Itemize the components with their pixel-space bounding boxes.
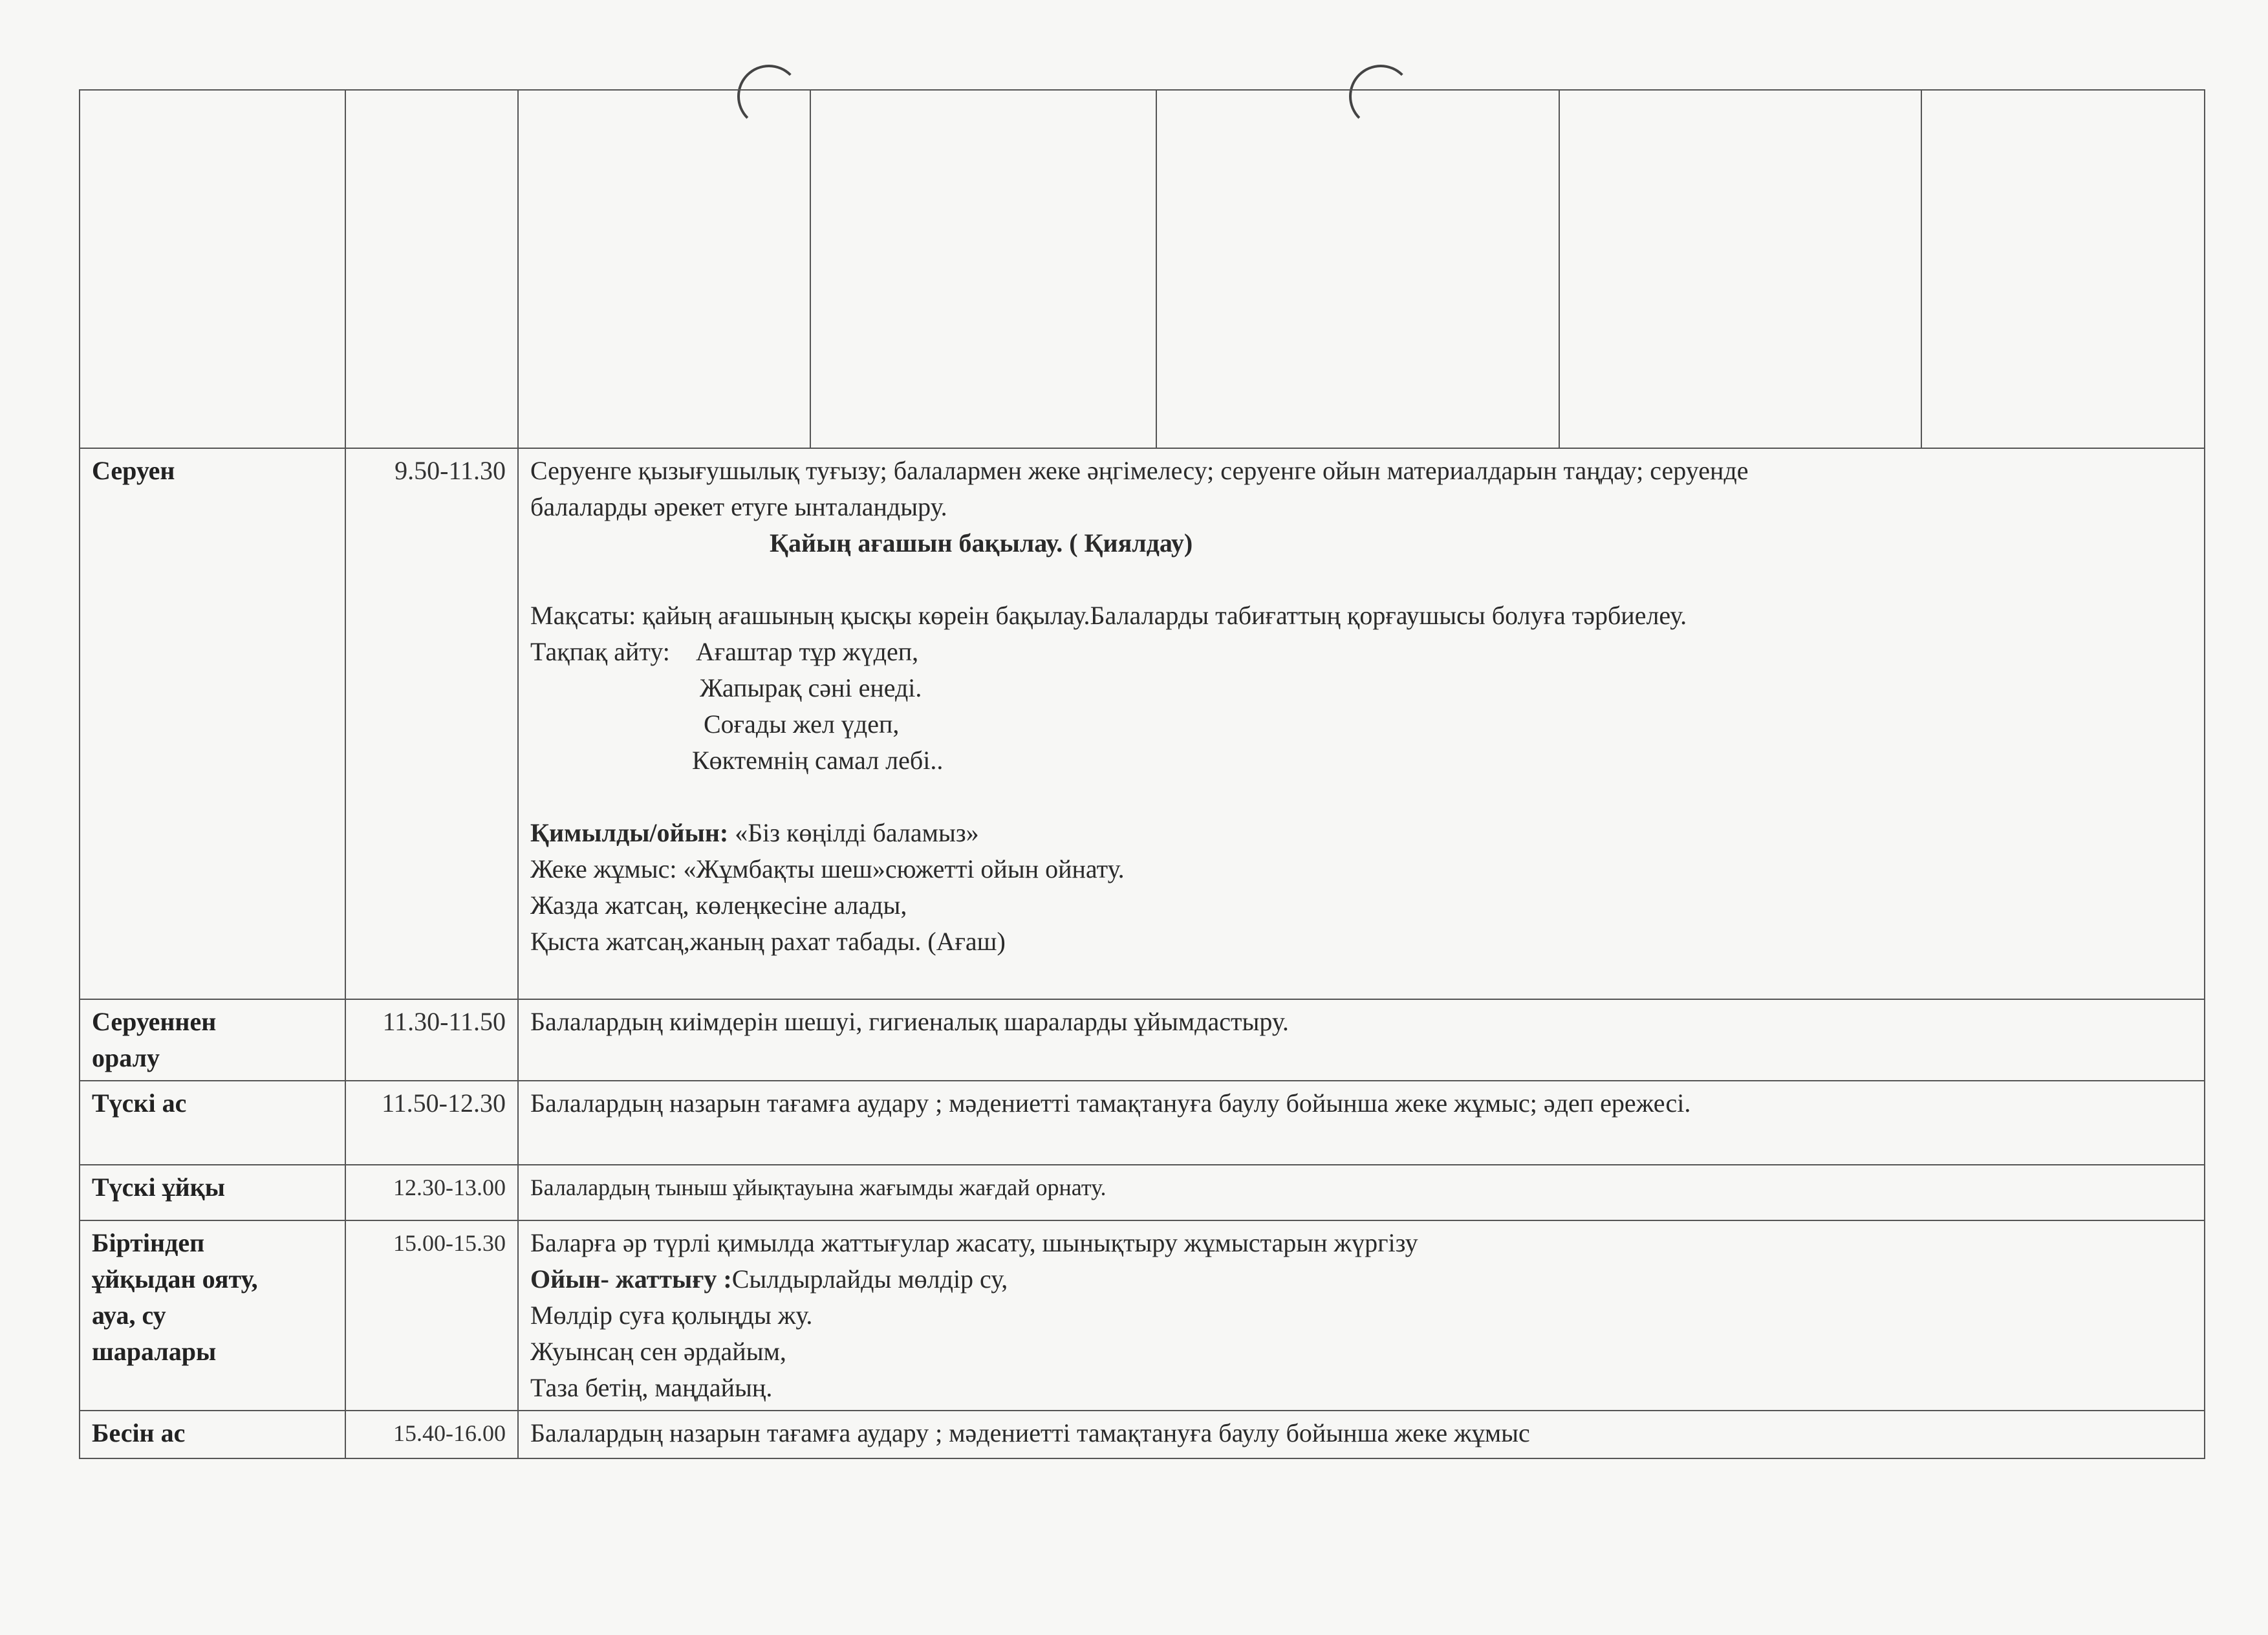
activity-time: 15.40-16.00 <box>345 1411 518 1458</box>
table-row-return <box>80 999 2205 1081</box>
table-row-wake <box>80 1220 2205 1411</box>
game-line <box>530 1261 2192 1297</box>
poem-line: Мөлдір суға қолыңды жу. <box>530 1301 813 1330</box>
poem-line: Таза бетің, маңдайың. <box>530 1373 773 1402</box>
poem-line: Жуынсаң сен әрдайым, <box>530 1337 786 1366</box>
table-row-snack <box>80 1411 2205 1458</box>
riddle-line: Жазда жатсаң, көлеңкесіне алады, <box>530 891 907 920</box>
table-cell <box>345 90 518 448</box>
poem-line: Жапырақ сәні енеді. <box>700 673 922 702</box>
activity-description: Балалардың тыныш ұйықтауына жағымды жағдай орнату. <box>518 1165 2205 1220</box>
table-row-empty-top <box>80 90 2205 448</box>
table-cell <box>1156 90 1559 448</box>
activity-name: Серуен <box>80 448 345 999</box>
activity-name: Біртіндеп ұйқыдан ояту, ауа, су шаралары <box>80 1220 345 1411</box>
schedule-table <box>79 89 2205 1459</box>
description-line: балаларды әрекет етуге ынталандыру. <box>530 492 947 521</box>
game-line <box>530 815 2192 851</box>
description-line: Серуенге қызығушылық туғызу; балалармен жеке әңгімелесу; серуенге ойын материалдарын таңдау; серуенде <box>530 456 1749 485</box>
table-row-seruen <box>80 448 2205 999</box>
activity-description <box>518 448 2205 999</box>
poem-text: Ағаштар тұр жүдеп, <box>695 637 919 666</box>
activity-name: Түскі ас <box>80 1081 345 1165</box>
activity-time: 11.30-11.50 <box>345 999 518 1081</box>
table-cell <box>518 90 810 448</box>
poem-line <box>530 634 2192 670</box>
description-line: Баларға әр түрлі қимылда жаттығулар жасату, шынықтыру жұмыстарын жүргізу <box>530 1228 1418 1257</box>
table-cell <box>810 90 1156 448</box>
activity-description: Балалардың назарын тағамға аудару ; мәдениетті тамақтануға баулу бойынша жеке жұмыс; әдеп ережесі. <box>518 1081 2205 1165</box>
riddle-line: Қыста жатсаң,жаның рахат табады. (Ағаш) <box>530 927 1006 956</box>
activity-name: Бесін ас <box>80 1411 345 1458</box>
activity-time: 11.50-12.30 <box>345 1081 518 1165</box>
poem-line: Көктемнің самал лебі.. <box>692 746 944 775</box>
table-cell <box>80 90 345 448</box>
observation-title: Қайың ағашын бақылау. ( Қиялдау) <box>770 528 1193 558</box>
table-cell <box>1559 90 1921 448</box>
activity-time: 9.50-11.30 <box>345 448 518 999</box>
table-cell <box>1921 90 2205 448</box>
goal-text: Мақсаты: қайың ағашының қысқы көреін бақылау.Балаларды табиғаттың қорғаушысы болуға тәрбиелеу. <box>530 601 1687 630</box>
game-text: «Біз көңілді баламыз» <box>735 818 979 847</box>
activity-description: Балалардың киімдерін шешуі, гигиеналық шараларды ұйымдастыру. <box>518 999 2205 1081</box>
activity-name: Түскі ұйқы <box>80 1165 345 1220</box>
activity-description <box>518 1220 2205 1411</box>
game-text: Сылдырлайды мөлдір су, <box>731 1264 1008 1294</box>
table-row-lunch <box>80 1081 2205 1165</box>
poem-line: Соғады жел үдеп, <box>704 709 900 739</box>
activity-time: 15.00-15.30 <box>345 1220 518 1411</box>
game-label: Ойын- жаттығу : <box>530 1264 732 1294</box>
activity-description: Балалардың назарын тағамға аудару ; мәдениетті тамақтануға баулу бойынша жеке жұмыс <box>518 1411 2205 1458</box>
activity-name: Серуеннен оралу <box>80 999 345 1081</box>
poem-label: Тақпақ айту: <box>530 637 670 666</box>
activity-time: 12.30-13.00 <box>345 1165 518 1220</box>
individual-work: Жеке жұмыс: «Жұмбақты шеш»сюжетті ойын ойнату. <box>530 854 1125 883</box>
game-label: Қимылды/ойын: <box>530 818 729 847</box>
table-row-nap <box>80 1165 2205 1220</box>
